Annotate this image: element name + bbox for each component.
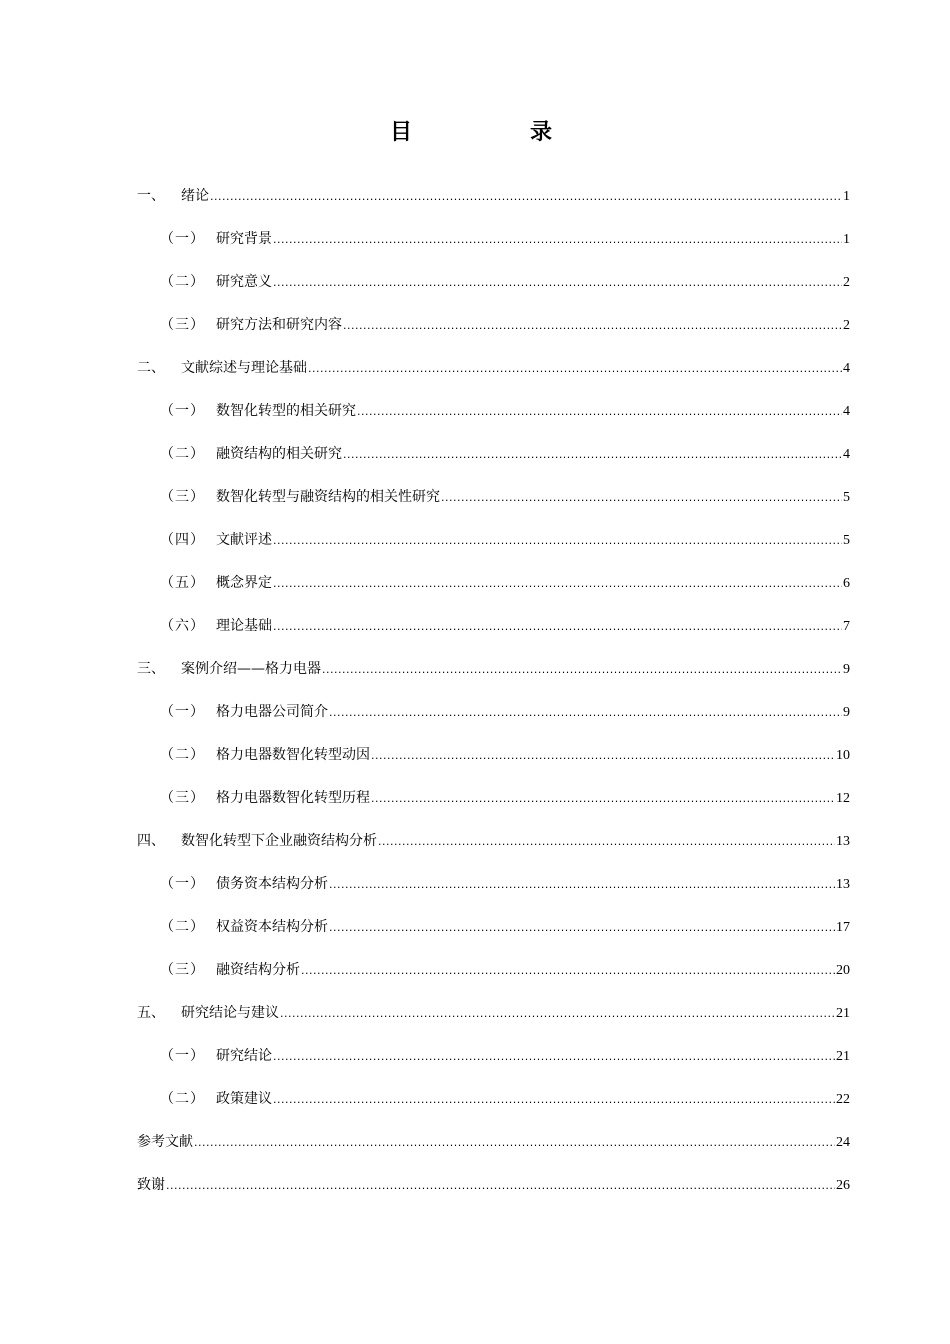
toc-entry-label: 理论基础 (216, 618, 272, 634)
toc-dot-leader (378, 820, 835, 863)
toc-dot-leader (441, 476, 842, 519)
toc-entry[interactable] (137, 1078, 850, 1121)
toc-entry-label: 研究意义 (216, 274, 272, 290)
toc-dot-leader (166, 1164, 835, 1207)
toc-entry[interactable] (137, 949, 850, 992)
toc-entry-number: （一） (160, 231, 205, 247)
toc-entry-page-number: 24 (836, 1135, 850, 1150)
toc-entry-number: （三） (160, 489, 205, 505)
toc-dot-leader (329, 691, 842, 734)
toc-entry-page-number: 4 (843, 361, 850, 376)
toc-entry-page-number: 17 (836, 920, 850, 935)
toc-entry-label: 数智化转型与融资结构的相关性研究 (216, 489, 440, 505)
toc-entry[interactable] (137, 691, 850, 734)
toc-entry-number: （三） (160, 317, 205, 333)
toc-entry-page-number: 26 (836, 1178, 850, 1193)
toc-entry-page-number: 4 (843, 447, 850, 462)
toc-entry-label: 格力电器数智化转型历程 (216, 790, 370, 806)
toc-entry-number: （一） (160, 876, 205, 892)
toc-dot-leader (273, 605, 842, 648)
toc-entry-page-number: 2 (843, 318, 850, 333)
toc-dot-leader (210, 175, 842, 218)
toc-dot-leader (273, 1078, 835, 1121)
toc-entry-page-number: 21 (836, 1006, 850, 1021)
toc-entry-label: 格力电器公司简介 (216, 704, 328, 720)
toc-entry[interactable] (137, 347, 850, 390)
toc-entry-label: 概念界定 (216, 575, 272, 591)
toc-list (137, 175, 850, 1207)
toc-entry-page-number: 9 (843, 705, 850, 720)
toc-dot-leader (343, 304, 842, 347)
toc-dot-leader (273, 261, 842, 304)
toc-entry-page-number: 7 (843, 619, 850, 634)
toc-entry[interactable] (137, 734, 850, 777)
toc-dot-leader (280, 992, 835, 1035)
toc-entry-number: （二） (160, 274, 205, 290)
toc-entry-page-number: 10 (836, 748, 850, 763)
toc-entry-label: 文献综述与理论基础 (181, 360, 307, 376)
toc-entry-number: 五、 (137, 1005, 165, 1021)
toc-entry[interactable] (137, 1035, 850, 1078)
toc-entry-label: 研究方法和研究内容 (216, 317, 342, 333)
toc-dot-leader (371, 777, 835, 820)
toc-entry-number: （一） (160, 403, 205, 419)
toc-entry[interactable] (137, 519, 850, 562)
toc-dot-leader (301, 949, 835, 992)
toc-entry-page-number: 20 (836, 963, 850, 978)
toc-entry[interactable] (137, 1121, 850, 1164)
toc-entry-number: （三） (160, 962, 205, 978)
toc-entry-label: 研究背景 (216, 231, 272, 247)
toc-entry[interactable] (137, 562, 850, 605)
toc-entry[interactable] (137, 605, 850, 648)
toc-entry-page-number: 1 (843, 189, 850, 204)
toc-dot-leader (273, 218, 842, 261)
toc-entry-page-number: 1 (843, 232, 850, 247)
toc-entry-page-number: 2 (843, 275, 850, 290)
toc-entry[interactable] (137, 648, 850, 691)
toc-entry[interactable] (137, 863, 850, 906)
toc-entry-label: 参考文献 (137, 1134, 193, 1150)
toc-entry[interactable] (137, 261, 850, 304)
toc-entry[interactable] (137, 992, 850, 1035)
toc-entry-label: 权益资本结构分析 (216, 919, 328, 935)
toc-entry-label: 研究结论与建议 (181, 1005, 279, 1021)
toc-entry[interactable] (137, 906, 850, 949)
toc-entry[interactable] (137, 476, 850, 519)
toc-entry-page-number: 9 (843, 662, 850, 677)
toc-entry-number: 四、 (137, 833, 165, 849)
toc-entry-label: 融资结构分析 (216, 962, 300, 978)
toc-entry-number: （六） (160, 618, 205, 634)
toc-entry-page-number: 6 (843, 576, 850, 591)
toc-entry-label: 数智化转型的相关研究 (216, 403, 356, 419)
toc-entry-page-number: 5 (843, 490, 850, 505)
toc-dot-leader (273, 519, 842, 562)
toc-entry-label: 研究结论 (216, 1048, 272, 1064)
toc-entry-page-number: 4 (843, 404, 850, 419)
toc-dot-leader (357, 390, 842, 433)
toc-entry-number: （二） (160, 747, 205, 763)
toc-entry[interactable] (137, 1164, 850, 1207)
toc-entry-page-number: 12 (836, 791, 850, 806)
toc-dot-leader (343, 433, 842, 476)
toc-entry-label: 致谢 (137, 1177, 165, 1193)
toc-entry-label: 债务资本结构分析 (216, 876, 328, 892)
toc-dot-leader (273, 1035, 835, 1078)
toc-entry-page-number: 5 (843, 533, 850, 548)
toc-entry[interactable] (137, 390, 850, 433)
toc-dot-leader (329, 863, 835, 906)
toc-entry-number: （二） (160, 446, 205, 462)
toc-dot-leader (329, 906, 835, 949)
toc-dot-leader (371, 734, 835, 777)
toc-entry-label: 文献评述 (216, 532, 272, 548)
toc-entry-number: （二） (160, 919, 205, 935)
toc-entry-number: 一、 (137, 188, 165, 204)
toc-entry-number: （三） (160, 790, 205, 806)
toc-entry-number: 三、 (137, 661, 165, 677)
toc-entry-label: 格力电器数智化转型动因 (216, 747, 370, 763)
toc-entry-page-number: 21 (836, 1049, 850, 1064)
toc-entry-label: 绪论 (181, 188, 209, 204)
toc-entry[interactable] (137, 175, 850, 218)
toc-entry-number: 二、 (137, 360, 165, 376)
toc-title: 目 录 (389, 119, 600, 145)
toc-entry-label: 政策建议 (216, 1091, 272, 1107)
toc-dot-leader (308, 347, 842, 390)
toc-entry-number: （五） (160, 575, 205, 591)
toc-dot-leader (194, 1121, 835, 1164)
toc-dot-leader (273, 562, 842, 605)
toc-entry[interactable] (137, 218, 850, 261)
toc-entry[interactable] (137, 820, 850, 863)
toc-entry-page-number: 13 (836, 877, 850, 892)
toc-entry[interactable] (137, 777, 850, 820)
toc-entry-page-number: 13 (836, 834, 850, 849)
toc-entry-page-number: 22 (836, 1092, 850, 1107)
toc-entry-number: （二） (160, 1091, 205, 1107)
toc-entry[interactable] (137, 433, 850, 476)
toc-entry-number: （四） (160, 532, 205, 548)
toc-entry-label: 数智化转型下企业融资结构分析 (181, 833, 377, 849)
toc-entry[interactable] (137, 304, 850, 347)
toc-entry-label: 融资结构的相关研究 (216, 446, 342, 462)
toc-entry-label: 案例介绍——格力电器 (181, 661, 321, 677)
toc-entry-number: （一） (160, 704, 205, 720)
toc-entry-number: （一） (160, 1048, 205, 1064)
toc-dot-leader (322, 648, 842, 691)
